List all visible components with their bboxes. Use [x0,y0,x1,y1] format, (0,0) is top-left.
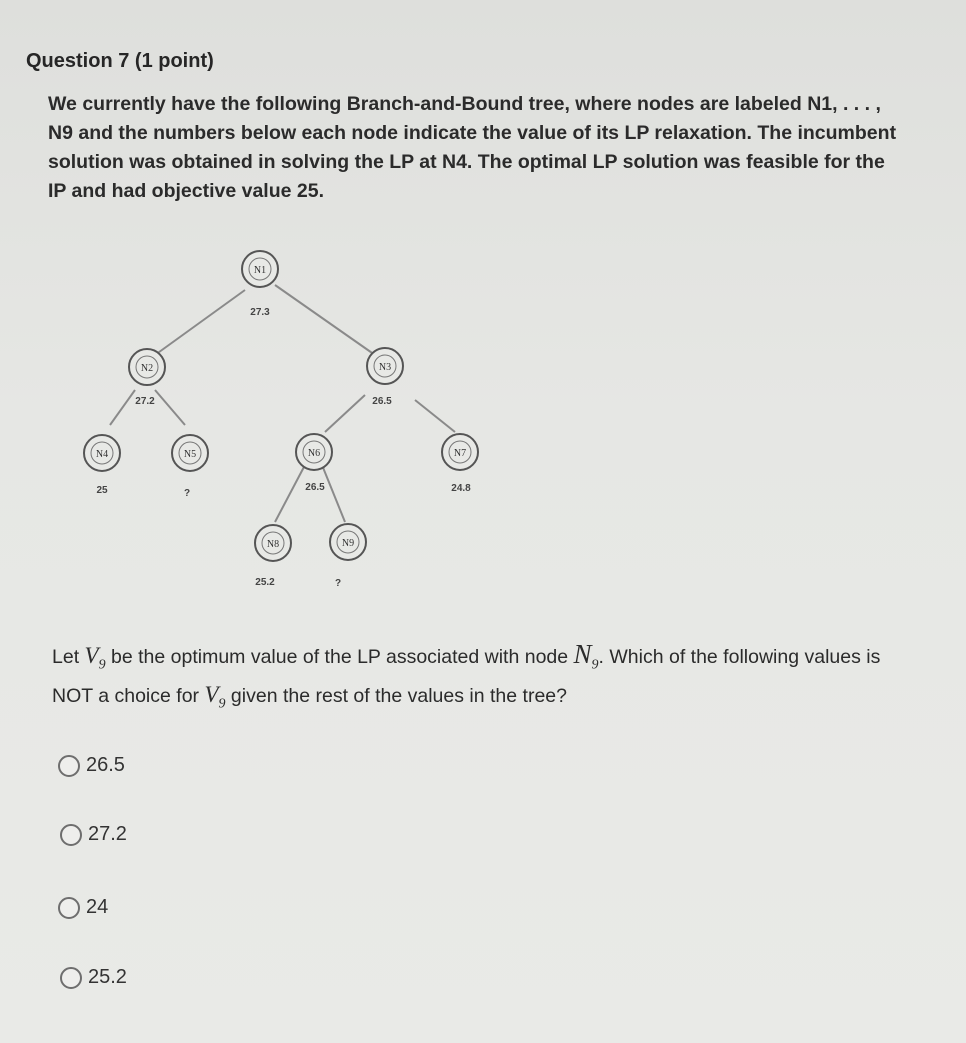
node-n5 [172,435,208,499]
radio-icon[interactable] [60,824,82,846]
node-n2 [129,349,165,407]
node-n8-value: 25.2 [255,577,275,588]
node-n4-value: 25 [96,485,108,496]
node-n9-label: N9 [341,538,355,549]
question-prompt [52,640,922,718]
edge-n2-n4 [110,390,135,425]
prompt-part3: . Which of the following values is NOT a choice for [52,646,881,707]
prompt-part1: Let [52,646,85,668]
node-n7-label: N7 [453,448,467,459]
node-n9-value: ? [334,578,342,589]
option-24[interactable] [58,896,108,919]
node-n7 [442,434,478,494]
node-n5-value: ? [183,488,191,499]
v9-symbol-2 [204,681,226,712]
radio-icon[interactable] [58,755,80,777]
edge-n6-n8 [275,465,305,522]
node-n4 [84,435,120,496]
option-25-2[interactable] [60,966,127,989]
v9-symbol [84,643,106,673]
node-n3-value: 26.5 [372,396,392,407]
node-n3 [367,348,403,407]
edge-n1-n2 [155,290,245,355]
node-n5-label: N5 [183,449,197,460]
edge-n6-n9 [322,465,345,522]
node-n3-label: N3 [378,362,392,373]
edge-n3-n7 [415,400,455,432]
node-n9 [330,524,366,589]
radio-icon[interactable] [58,897,80,919]
branch-and-bound-tree [60,240,620,600]
prompt-part4: given the rest of the values in the tree? [225,684,567,707]
node-n2-value: 27.2 [135,396,155,407]
option-label: 26.5 [86,754,125,776]
radio-icon[interactable] [60,967,82,989]
v-letter-2: V [204,681,219,707]
node-n1-label: N1 [253,265,267,276]
node-n8-label: N8 [266,539,280,550]
tree-diagram [60,240,620,600]
question-title: Question 7 (1 point) [26,50,214,72]
option-label: 27.2 [88,823,127,845]
edge-n2-n5 [155,390,185,425]
option-label: 25.2 [88,966,127,988]
node-n7-value: 24.8 [451,483,471,494]
n-letter: N [573,639,592,669]
v-subscript-2: 9 [218,696,226,712]
option-label: 24 [86,896,109,918]
question-intro: We currently have the following Branch-and-Bound tree, where nodes are labeled N1, . . . , N9 and the numbers below each node indicate the value of its LP relaxation. The incumbent solution was obtained in solving the LP at N4. The optimal LP solution was feasible for the IP and had objective value 25. [48,93,897,202]
node-n1 [242,251,278,318]
node-n1-value: 27.3 [250,307,270,318]
option-26-5[interactable] [58,754,125,777]
n9-symbol [573,639,599,673]
node-n6-label: N6 [307,448,321,459]
node-n6-value: 26.5 [305,482,325,493]
n-subscript: 9 [591,657,599,673]
option-27-2[interactable] [60,823,127,846]
prompt-part2: be the optimum value of the LP associated with node [105,646,574,668]
v-subscript: 9 [98,657,106,673]
edge-n1-n3 [275,285,375,355]
node-n2-label: N2 [140,363,154,374]
edge-n3-n6 [325,395,365,432]
node-n8 [255,525,291,588]
node-n6 [296,434,332,493]
node-n4-label: N4 [95,449,109,460]
v-letter: V [84,643,99,668]
